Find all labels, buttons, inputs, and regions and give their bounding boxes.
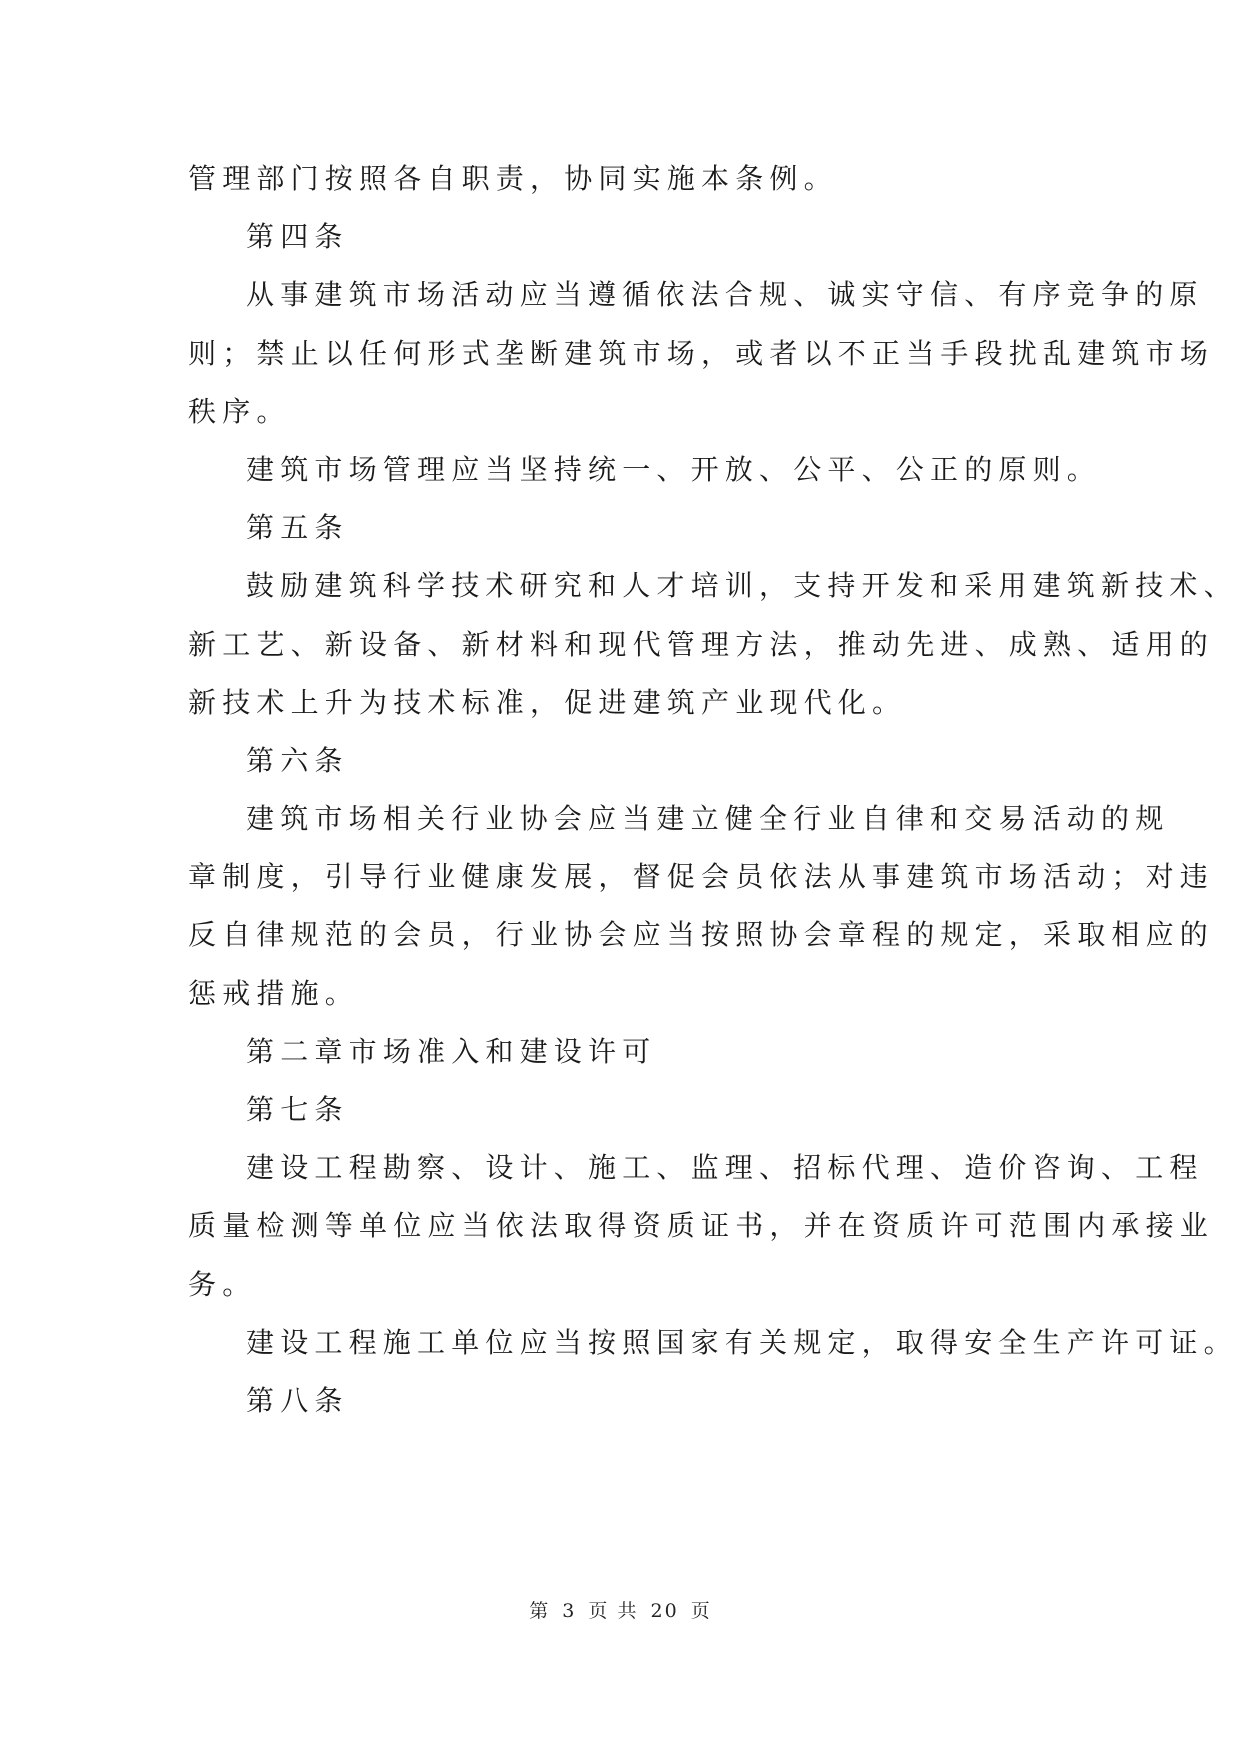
footer-prefix: 第 xyxy=(529,1600,551,1622)
page-footer xyxy=(0,1596,1241,1623)
paragraph-line: 建筑市场管理应当坚持统一、开放、公平、公正的原则。 xyxy=(246,452,1102,486)
article-heading: 第四条 xyxy=(246,220,349,254)
page-number: 3 xyxy=(562,1600,577,1622)
article-heading: 第五条 xyxy=(246,511,349,545)
chapter-heading: 第二章市场准入和建设许可 xyxy=(246,1034,657,1068)
paragraph-line: 新技术上升为技术标准，促进建筑产业现代化。 xyxy=(188,685,907,719)
paragraph-line: 从事建筑市场活动应当遵循依法合规、诚实守信、有序竞争的原 xyxy=(246,278,1204,312)
paragraph-line: 建筑市场相关行业协会应当建立健全行业自律和交易活动的规 xyxy=(246,802,1170,836)
paragraph-line: 惩戒措施。 xyxy=(188,976,360,1010)
paragraph-line: 建设工程施工单位应当按照国家有关规定，取得安全生产许可证。 xyxy=(246,1325,1238,1359)
paragraph-line: 秩序。 xyxy=(188,394,291,428)
paragraph-line: 管理部门按照各自职责，协同实施本条例。 xyxy=(188,162,838,195)
paragraph-line: 建设工程勘察、设计、施工、监理、招标代理、造价咨询、工程 xyxy=(246,1151,1204,1185)
total-pages: 20 xyxy=(650,1600,679,1622)
paragraph-line: 章制度，引导行业健康发展，督促会员依法从事建筑市场活动；对违 xyxy=(188,860,1215,894)
article-heading: 第八条 xyxy=(246,1383,349,1417)
paragraph-line: 务。 xyxy=(188,1267,257,1301)
article-heading: 第七条 xyxy=(246,1093,349,1126)
paragraph-line: 则；禁止以任何形式垄断建筑市场，或者以不正当手段扰乱建筑市场 xyxy=(188,336,1215,370)
article-heading: 第六条 xyxy=(246,743,349,777)
footer-middle: 页 共 xyxy=(588,1600,639,1622)
paragraph-line: 质量检测等单位应当依法取得资质证书，并在资质许可范围内承接业 xyxy=(188,1209,1215,1243)
document-body xyxy=(188,150,1238,1430)
footer-suffix: 页 xyxy=(690,1600,712,1622)
paragraph-line: 鼓励建筑科学技术研究和人才培训，支持开发和采用建筑新技术、 xyxy=(246,569,1238,603)
paragraph-line: 反自律规范的会员，行业协会应当按照协会章程的规定，采取相应的 xyxy=(188,918,1215,952)
paragraph-line: 新工艺、新设备、新材料和现代管理方法，推动先进、成熟、适用的 xyxy=(188,627,1215,661)
